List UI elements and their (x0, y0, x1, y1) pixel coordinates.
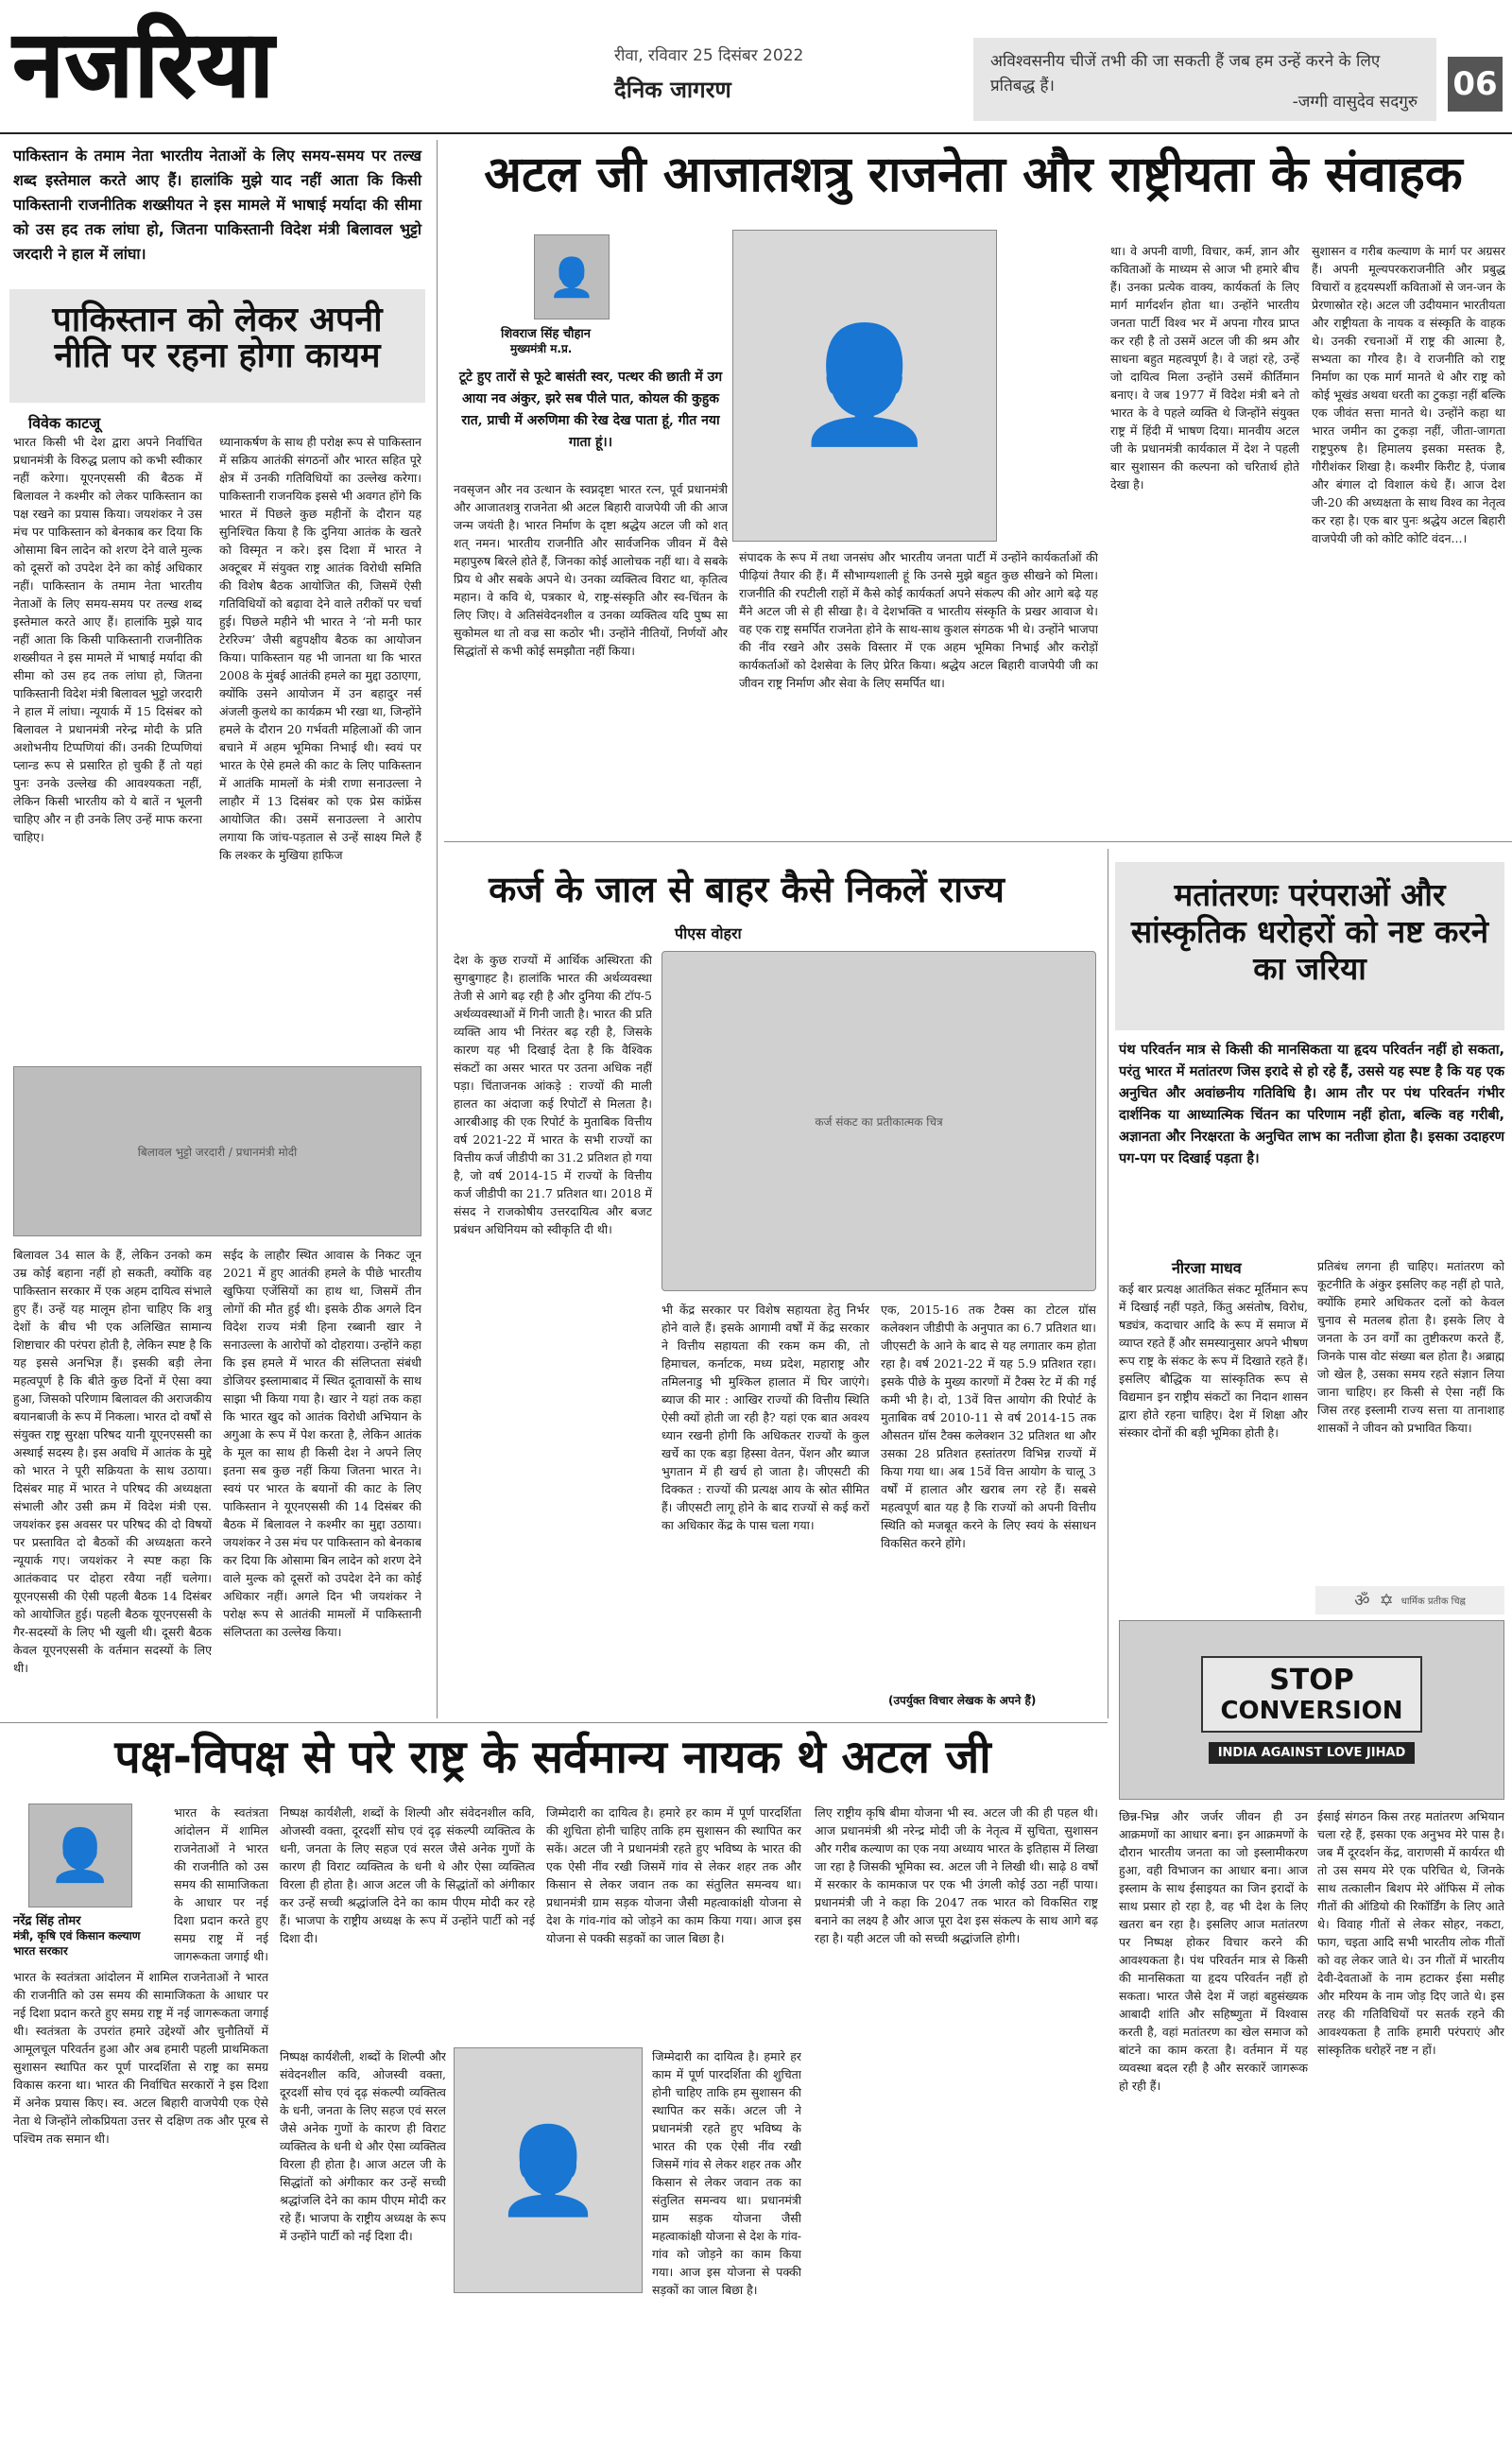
atal-col-4: सुशासन व गरीब कल्याण के मार्ग पर अग्रसर हैं। अपनी मूल्यपरकराजनीति और प्रबुद्ध विचारों व हृदयस्पर्शी कविताओं से जन-जन के प्रेरणास्रोत रहे। अटल जी उदीयमान भारतीयता और राष्ट्रीयता के नायक व संस्कृति के वाहक थे। उनकी रचनाओं में राष्ट्र की आत्मा है, सभ्यता का गौरव है। वे राजनीति को राष्ट्र निर्माण का एक मार्ग मानते थे और राष्ट्र को कोई भूखंड अथवा धरती का टुकड़ा नहीं बल्कि एक जीवंत सत्ता मानते थे। उन्होंने कहा था भारत जमीन का टुकड़ा नहीं, जीता-जागता राष्ट्रपुरुष है। हिमालय इसका मस्तक है, गौरीशंकर शिखा है। कश्मीर किरीट है, पंजाब और बंगाल दो विशाल कंधे हैं। आज देश जी-20 की अध्यक्षता के साथ विश्व का नेतृत्व कर रहा है। एक बार पुनः श्रद्धेय अटल बिहारी वाजपेयी जी को कोटि कोटि वंदन...। (1312, 244, 1505, 545)
conversion-intro: पंथ परिवर्तन मात्र से किसी की मानसिकता या हृदय परिवर्तन नहीं हो सकता, परंतु भारत में मतांतरण जिस इरादे से हो रहे हैं, उससे यह स्पष्ट है कि यह एक अनुचित और अवांछनीय गतिविधि है। आम तौर पर पंथ परिवर्तन गंभीर दार्शनिक या आध्यात्मिक चिंतन का परिणाम नहीं होता, बल्कि वह गरीबी, अज्ञानता और निरक्षरता के अनुचित लाभ का नतीजा होता है। इसका उदाहरण पग-पग पर दिखाई पड़ता है। (1119, 1043, 1504, 1166)
photo-label: धार्मिक प्रतीक चिह्न (1400, 1597, 1466, 1607)
conversion-col-1: कई बार प्रत्यक्ष आतंकित संकट मूर्तिमान रूप में दिखाई नहीं पड़ते, किंतु असंतोष, विरोध, षड्यंत्र, कदाचार आदि के रूप में समाज में व्याप्त रहते हैं और समस्यानुसार अपने भीषण रूप राष्ट्र के संकट के रूप में दिखाते रहते हैं। इसलिए बौद्धिक या सांस्कृतिक रूप से विद्यमान इन राष्ट्रीय संकटों का निदान शासन द्वारा होते रहना चाहिए। देश में शिक्षा और संस्कार दोनों की बड़ी भूमिका होती है। (1119, 1282, 1308, 1440)
conversion-col-2: प्रतिबंध लगना ही चाहिए। मतांतरण को कूटनीति के अंकुर इसलिए कह नहीं हो पाते, क्योंकि हमारे अधिकतर दलों को केवल चुनाव से मतलब होता है। इसके लिए वे जनता के उन वर्गों का तुष्टीकरण करते हैं, जिनके पास वोट संख्या बल होता है। अब्राह्म जो खेल है, उसका समय रहते संज्ञान लिया जाना चाहिए। हर किसी से ऐसा नहीं कि जिस तरह इस्लामी राज्य सत्ता या तानाशाह शासकों ने जीवन को प्रभावित किया। (1317, 1259, 1504, 1435)
conversion-col-4: ईसाई संगठन किस तरह मतांतरण अभियान चला रहे हैं, इसका एक अनुभव मेरे पास है। जब मैं दूरदर्शन केंद्र, वाराणसी में कार्यरत थी तो उस समय मेरे एक परिचित थे, जिनके साथ तत्कालीन बिशप मेरे ऑफिस में लोक गीतों की ऑडियो की रिकॉर्डिंग के लिए आते थे। विवाह गीतों से लेकर सोहर, नकटा, फाग, चइता आदि सभी भारतीय लोक गीतों को वह लेकर जाते थे। उन गीतों में भारतीय देवी-देवताओं के नाम हटाकर ईसा मसीह और मरियम के नाम जोड़ दिए जाते थे। इस तरह की गतिविधियों पर सतर्क रहने की आवश्यकता है ताकि हमारी परंपराएं और सांस्कृतिक धरोहरें नष्ट न हों। (1317, 1809, 1504, 2057)
atal-author-title: मुख्यमंत्री म.प्र. (510, 342, 573, 355)
conversion-col-3: छिन्न-भिन्न और जर्जर जीवन ही उन आक्रमणों का आधार बना। इन आक्रमणों के दौरान भारतीय जनता का जो इस्लामीकरण हुआ, वही विभाजन का आधार बना। आज इस्लाम के साथ ईसाइयत का जिन इरादों के साथ प्रसार हो रहा है, वह भी देश के लिए खतरा बन रहा है। इसलिए आज मतांतरण पर निष्पक्ष होकर विचार करने की आवश्यकता है। पंथ परिवर्तन मात्र से किसी की मानसिकता या हृदय परिवर्तन नहीं हो सकता। भारत जैसे देश में जहां बहुसंख्यक आबादी शांति और सहिष्णुता में विश्वास करती है, वहां मतांतरण का खेल समाज को बांटने का काम करता है। वर्तमान में यह व्यवस्था बदल रही है और सरकारें जागरूक हो रही हैं। (1119, 1809, 1308, 2093)
conversion-headline: मतांतरणः परंपराओं और सांस्कृतिक धरोहरों को नष्ट करने का जरिया (1130, 876, 1489, 987)
debt-illustration (662, 951, 1096, 1291)
masthead (0, 0, 1512, 132)
leader-headline: पक्ष-विपक्ष से परे राष्ट्र के सर्वमान्य नायक थे अटल जी (114, 1731, 991, 1784)
pakistan-photo-label: बिलावल भुट्टो जरदारी / प्रधानमंत्री मोदी (137, 1145, 298, 1159)
leader-col-3: लिए राष्ट्रीय कृषि बीमा योजना भी स्व. अटल जी की ही पहल थी। आज प्रधानमंत्री श्री नरेन्द्र मोदी जी के नेतृत्व में सुचिता, सुशासन और गरीब कल्याण का एक नया अध्याय भारत के इतिहास में लिखा जा रहा है जिसकी भूमिका स्व. अटल जी ने लिखी थी। साढ़े 8 वर्षों में सरकार के कामकाज पर एक भी उंगली कोई उठा नहीं पाया। प्रधानमंत्री जी ने कहा कि 2047 तक भारत को विकसित राष्ट्र बनाने का लक्ष्य है और आज पूरा देश इस संकल्प के साथ आगे बढ़ रहा है। यही अटल जी को सच्ची श्रद्धांजलि होगी। (815, 1805, 1098, 1945)
section-title: नजरिया (13, 10, 276, 117)
pakistan-headline: पाकिस्तान को लेकर अपनी नीति पर रहना होगा कायम (52, 301, 383, 375)
leader-col-2b: जिम्मेदारी का दायित्व है। हमारे हर काम में पूर्ण पारदर्शिता की शुचिता होनी चाहिए ताकि हम सुशासन की स्थापित कर सकें। अटल जी ने प्रधानमंत्री रहते हुए भविष्य के भारत की एक ऐसी नींव रखी जिसमें गांव से लेकर शहर तक और किसान से लेकर जवान तक का संतुलित समन्वय था। प्रधानमंत्री ग्राम सड़क योजना जैसी महत्वाकांक्षी योजना से देश के गांव-गांव को जोड़ने का काम किया गया। आज इस योजना से पक्की सड़कों का जाल बिछा है। (652, 2049, 801, 2297)
leader-author-name: नरेंद्र सिंह तोमर (13, 1914, 81, 1928)
leader-col-0: भारत के स्वतंत्रता आंदोलन में शामिल राजनेताओं ने भारत की राजनीति को उस समय की सामाजिकता के आधार पर नई दिशा प्रदान करते हुए समग्र राष्ट्र में नई जागरूकता जगाई थी। (174, 1805, 268, 1963)
article-pakistan (0, 140, 435, 1718)
leader-col-1: निष्पक्ष कार्यशैली, शब्दों के शिल्पी और संवेदनशील कवि, ओजस्वी वक्ता, दूरदर्शी सोच एवं दृढ़ संकल्पी व्यक्तित्व के धनी, जनता के लिए सहज एवं सरल जैसे अनेक गुणों के कारण ही विराट व्यक्तित्व के धनी थे और ऐसा व्यक्तित्व विरला ही होता है। आज अटल जी के सिद्धांतों को अंगीकार कर उन्हें सच्ची श्रद्धांजलि देने का काम पीएम मोदी कर रहे हैं। भाजपा के राष्ट्रीय अध्यक्ष के रूप में उन्होंने पार्टी को नई दिशा दी। (280, 1805, 535, 1945)
quote-text: अविश्वसनीय चीजें तभी की जा सकती हैं जब हम उन्हें करने के लिए प्रतिबद्ध हैं। (990, 52, 1381, 95)
atal-author-name: शिवराज सिंह चौहान (501, 327, 591, 341)
portrait-icon: 👤 (794, 319, 936, 451)
atal-portrait (732, 230, 997, 542)
divider-left (437, 140, 438, 1718)
pakistan-headline-box (9, 289, 425, 403)
leader-col-2: जिम्मेदारी का दायित्व है। हमारे हर काम में पूर्ण पारदर्शिता की शुचिता होनी चाहिए ताकि हम सुशासन की स्थापित कर सकें। अटल जी ने प्रधानमंत्री रहते हुए भविष्य के भारत की एक ऐसी नींव रखी जिसमें गांव से लेकर शहर तक और किसान से लेकर जवान तक का संतुलित समन्वय था। प्रधानमंत्री ग्राम सड़क योजना जैसी महत्वाकांक्षी योजना से देश के गांव-गांव को जोड़ने का काम किया गया। आज इस योजना से पक्की सड़कों का जाल बिछा है। (546, 1805, 801, 1945)
debt-col-1: देश के कुछ राज्यों में आर्थिक अस्थिरता की सुगबुगाहट है। हालांकि भारत की अर्थव्यवस्था तेजी से आगे बढ़ रही है और दुनिया की टॉप-5 अर्थव्यवस्थाओं में गिनी जाती है। भारत की प्रति व्यक्ति आय भी निरंतर बढ़ रही है, जिसके कारण यह भी दिखाई देता है कि वैश्विक संकटों का असर भारत पर उतना अधिक नहीं पड़ा। चिंताजनक आंकड़े : राज्यों की माली हालत का अंदाजा कई रिपोर्टों से मिलता है। आरबीआइ की एक रिपोर्ट के मुताबिक वित्तीय वर्ष 2021-22 में भारत के सभी राज्यों का वित्तीय कर्ज जीडीपी का 31.2 प्रतिशत हो गया है, जो वर्ष 2014-15 में राज्यों के वित्तीय कर्ज जीडीपी का 21.7 प्रतिशत था। 2018 में संसद ने राजकोषीय उत्तरदायित्व और बजट प्रबंधन अधिनियम को स्वीकृति दी थी। (454, 953, 652, 1236)
sign-conversion: CONVERSION (1220, 1697, 1403, 1725)
conversion-author: नीरजा माधव (1172, 1259, 1242, 1277)
sign-stop: STOP (1269, 1664, 1354, 1697)
paper-name: दैनिक जागरण (614, 76, 731, 103)
debt-headline: कर्ज के जाल से बाहर कैसे निकलें राज्य (489, 869, 1005, 910)
leader-author-title: मंत्री, कृषि एवं किसान कल्याण भारत सरकार (13, 1929, 141, 1958)
sign-banner: INDIA AGAINST LOVE JIHAD (1209, 1742, 1416, 1764)
divider-atal-bottom (444, 841, 1512, 842)
atal-author-photo (534, 234, 610, 319)
quote-box (973, 38, 1436, 121)
pakistan-col-1: भारत किसी भी देश द्वारा अपने निर्वाचित प्रधानमंत्री के विरुद्ध प्रलाप को कभी स्वीकार नहीं करेगा। यूएनएससी की बैठक में बिलावल ने कश्मीर को लेकर पाकिस्तान का पक्ष रखने का प्रयास किया। जयशंकर ने उस मंच पर पाकिस्तान को बेनकाब कर दिया कि ओसामा बिन लादेन को शरण देने वाले मुल्क को दूसरों को उपदेश देने का कोई अधिकार नहीं। पाकिस्तान के तमाम नेता भारतीय नेताओं के लिए समय-समय पर तल्ख शब्द इस्तेमाल करते आए हैं। हालांकि मुझे याद नहीं आता कि किसी पाकिस्तानी राजनीतिक शख्सीयत ने इस मामले में भाषाई मर्यादा की सीमा को उस हद तक लांघा हो, जितना पाकिस्तानी विदेश मंत्री बिलावल भुट्टो जरदारी ने हाल में लांघा। न्यूयार्क में 15 दिसंबर को बिलावल ने प्रधानमंत्री नरेन्द्र मोदी के प्रति अशोभनीय टिप्पणियां कीं। उनकी टिप्पणियां प्लान्ड रूप से प्रसारित हो चुकी हैं तो यहां पुनः उनके उल्लेख की आवश्यकता नहीं, लेकिन किसी भारतीय को ये बातें न भूलनी चाहिए और न ही उनके लिए उन्हें माफ करना चाहिए। (13, 435, 202, 844)
article-debt (444, 849, 1106, 1718)
protest-sign (1201, 1656, 1421, 1733)
page-number: 06 (1448, 57, 1503, 112)
atal-poem: टूटे हुए तारों से फूटे बासंती स्वर, पत्थर की छाती में उग आया नव अंकुर, झरे सब पीले पात, कोयल की कुहुक रात, प्राची में अरुणिमा की रेख देख पाता हूं, गीत नया गाता हूं।। (458, 370, 723, 450)
pakistan-author: विवेक काटजू (28, 414, 101, 432)
leader-col-0b: भारत के स्वतंत्रता आंदोलन में शामिल राजनेताओं ने भारत की राजनीति को उस समय की सामाजिकता के आधार पर नई दिशा प्रदान करते हुए समग्र राष्ट्र में नई जागरूकता जगाई थी। स्वतंत्रता के उपरांत हमारे उद्देश्यों और चुनौतियों में आमूलचूल परिवर्तन हुआ और अब हमारी पहली प्राथमिकता सुशासन स्थापित कर पूर्ण पारदर्शिता से राष्ट्र का समग्र विकास करना था। भारत की निर्वाचित सरकारों ने इस दिशा में अनेक प्रयास किए। स्व. अटल बिहारी वाजपेयी एक ऐसे नेता थे जिन्होंने लोकप्रियता उत्तर से दक्षिण तक और पूरब से पश्चिम तक समान थी। (13, 1970, 268, 2146)
atal-col-1: नवसृजन और नव उत्थान के स्वप्नदृष्टा भारत रत्न, पूर्व प्रधानमंत्री और आजातशत्रु राजनेता श्री अटल बिहारी वाजपेयी जी की आज जन्म जयंती है। भारत निर्माण के दृष्टा श्रद्धेय अटल जी को शत् शत् नमन। भारतीय राजनीति और सार्वजनिक जीवन में वैसे महापुरुष बिरले होते हैं, जिनका कोई आलोचक नहीं था। वे सबके प्रिय थे और सबके अपने थे। उनका व्यक्तित्व विराट था, कृतित्व महान। वे कवि थे, पत्रकार थे, राष्ट्र-संस्कृति और स्व-चिंतन के लिए जिए। वे अतिसंवेदनशील व उनका व्यक्तित्व यदि पुष्प सा सुकोमल था तो वज्र सा कठोर भी। उन्होंने नीतियों, निर्णयों और सिद्धांतों से कभी कोई समझौता नहीं किया। (454, 482, 728, 658)
star-icon: ✡ (1379, 1590, 1394, 1611)
atal-headline: अटल जी आजातशत्रु राजनेता और राष्ट्रीयता के संवाहक (484, 147, 1463, 203)
leader-col-1b: निष्पक्ष कार्यशैली, शब्दों के शिल्पी और संवेदनशील कवि, ओजस्वी वक्ता, दूरदर्शी सोच एवं दृढ़ संकल्पी व्यक्तित्व के धनी, जनता के लिए सहज एवं सरल जैसे अनेक गुणों के कारण ही विराट व्यक्तित्व के धनी थे और ऐसा व्यक्तित्व विरला ही होता है। आज अटल जी के सिद्धांतों को अंगीकार कर उन्हें सच्ची श्रद्धांजलि देने का काम पीएम मोदी कर रहे हैं। भाजपा के राष्ट्रीय अध्यक्ष के रूप में उन्होंने पार्टी को नई दिशा दी। (280, 2049, 446, 2243)
pakistan-col-2: ध्यानाकर्षण के साथ ही परोक्ष रूप से पाकिस्तान में सक्रिय आतंकी संगठनों और भारत सहित पूरे क्षेत्र में उनकी गतिविधियों का उल्लेख करेगा। पाकिस्तानी राजनयिक इससे भी अवगत होंगे कि भारत में पिछले कुछ महीनों के दौरान यह सुनिश्चित किया है कि दुनिया आतंक के खतरे को विस्मृत न करे। इस दिशा में भारत ने अक्टूबर में संयुक्त राष्ट्र आतंक विरोधी समिति की विशेष बैठक आयोजित की, जिसमें ऐसी गतिविधियों को बढ़ावा देने वाले तरीकों पर चर्चा हुई। पिछले महीने भी भारत ने ‘नो मनी फार टेररिज्म’ जैसी बहुपक्षीय बैठक का आयोजन किया। पाकिस्तान यह भी जानता था कि भारत 2008 के मुंबई आतंकी हमले का मुद्दा उठाएगा, क्योंकि उसने आयोजन में उन बहादुर नर्स अंजली कुलथे का कार्यक्रम भी रखा था, जिन्होंने हमले के दौरान 20 गर्भवती महिलाओं की जान बचाने में अहम भूमिका निभाई थी। स्वयं पर भारत के ऐसे हमले की काट के लिए पाकिस्तान में आतंकि मामलों के मंत्री राणा सनाउल्ला ने लाहौर में 13 दिसंबर को एक प्रेस कांफ्रेंस आयोजित की। उसमें सनाउल्ला ने आरोप लगाया कि जांच-पड़ताल से उन्हें साक्ष्य मिले हैं कि लश्कर के मुखिया हाफिज (219, 435, 421, 862)
date-line: रीवा, रविवार 25 दिसंबर 2022 (614, 46, 804, 65)
leader-author-photo (28, 1804, 132, 1907)
pakistan-col-4: सईद के लाहौर स्थित आवास के निकट जून 2021 में हुए आतंकी हमले के पीछे भारतीय खुफिया एजेंसियों का हाथ था, जिसमें तीन लोगों की मौत हुई थी। इसके ठीक अगले दिन विदेश राज्य मंत्री हिना रब्बानी खार ने सनाउल्ला के आरोपों को दोहराया। उन्होंने कहा कि इस हमले में भारत की संलिप्तता संबंधी डोजियर इस्लामाबाद में स्थित दूतावासों के साथ साझा भी किया गया है। खार ने यहां तक कहा कि भारत खुद को आतंक विरोधी अभियान के अगुआ के रूप में पेश करता है, लेकिन आतंक के मूल का साथ ही किसी देश ने अपने लिए इतना सब कुछ नहीं किया जितना भारत ने। स्वयं पर भारत के बयानों की काट के लिए पाकिस्तान ने यूएनएससी की 14 दिसंबर की बैठक में बिलावल ने कश्मीर का मुद्दा उठाया। जयशंकर ने उस मंच पर पाकिस्तान को बेनकाब कर दिया कि ओसामा बिन लादेन को शरण देने वाले मुल्क को दूसरों को उपदेश देने का कोई अधिकार नहीं। अगले दिन भी जयशंकर ने परोक्ष रूप से आतंकी मामलों में पाकिस्तानी संलिप्तता का उल्लेख किया। (223, 1248, 421, 1639)
conversion-protest-photo (1119, 1620, 1504, 1800)
article-atal (444, 140, 1512, 839)
debt-author: पीएस वोहरा (675, 924, 742, 942)
pakistan-photo (13, 1066, 421, 1236)
article-conversion (1111, 849, 1512, 2446)
atal-col-3: था। वे अपनी वाणी, विचार, कर्म, ज्ञान और कविताओं के माध्यम से आज भी हमारे बीच हैं। उनका प्रत्येक वाक्य, कार्यकर्ता के लिए मार्ग मार्गदर्शन होता था। उन्होंने भारतीय जनता पार्टी विश्व भर में अपना गौरव प्राप्त कर रही है तो उसमें अटल जी की श्रम और साधना बहुत महत्वपूर्ण है। वे जहां रहे, उन्हें जो दायित्व मिला उन्होंने उसमें कीर्तिमान बनाए। वे जब 1977 में विदेश मंत्री बने तो भारत के वे पहले व्यक्ति थे जिन्होंने संयुक्त राष्ट्र में हिंदी में भाषण दिया। मानवीय अटल जी के प्रधानमंत्री कार्यकाल में देश ने पहली बार सुशासन की कल्पना को चरितार्थ होते देखा है। (1110, 244, 1299, 492)
leader-atal-photo (454, 2047, 643, 2293)
pakistan-intro: पाकिस्तान के तमाम नेता भारतीय नेताओं के लिए समय-समय पर तल्ख शब्द इस्तेमाल करते आए हैं। हालांकि मुझे याद नहीं आता कि किसी पाकिस्तानी राजनीतिक शख्सीयत ने इस मामले में भाषाई मर्यादा की सीमा को उस हद तक लांघा हो, जितना पाकिस्तानी विदेश मंत्री बिलावल भुट्टो जरदारी ने हाल में लांघा। (13, 147, 421, 263)
atal-col-2b: संपादक के रूप में तथा जनसंघ और भारतीय जनता पार्टी में उन्होंने कार्यकर्ताओं की पीढ़ियां तैयार की हैं। मैं सौभाग्यशाली हूं कि उनसे मुझे बहुत कुछ सीखने को मिला। राजनीति की रपटीली राहों में कैसे कोई कार्यकर्ता अपने संकल्प की ओर आगे बढ़े यह मैंने अटल जी से ही सीखा है। वे देशभक्ति व भारतीय संस्कृति के प्रखर आवाज थे। वह एक राष्ट्र समर्पित राजनेता होने के साथ-साथ कुशल संगठक भी थे। उन्होंने भाजपा की नींव रखने और उसके विस्तार में एक अहम भूमिका निभाई और करोड़ों कार्यकर्ताओं को देशसेवा के लिए प्रेरित किया। श्रद्धेय अटल बिहारी वाजपेयी जी का जीवन राष्ट्र निर्माण और सेवा के लिए समर्पित था। (739, 550, 1098, 690)
article-leader (0, 1726, 1108, 2446)
om-icon: ॐ (1354, 1591, 1370, 1611)
debt-col-3: एक, 2015-16 तक टैक्स का टोटल ग्रॉस कलेक्शन जीडीपी के अनुपात का 6.7 प्रतिशत था। जीएसटी के आने के बाद से यह लगातार कम होता रहा है। वर्ष 2021-22 में यह 5.9 प्रतिशत रहा। इसके पीछे के मुख्य कारणों में टैक्स रेट में की गई कमी भी है। दो, 13वें वित्त आयोग की रिपोर्ट के मुताबिक वर्ष 2010-11 से वर्ष 2014-15 तक औसतन ग्रॉस टैक्स कलेक्शन 32 प्रतिशत था और उसका 28 प्रतिशत हस्तांतरण विभिन्न राज्यों में किया गया था। अब 15वें वित्त आयोग के चालू 3 वर्षों में हालात और खराब लग रहे हैं। सबसे महत्वपूर्ण बात यह है कि राज्यों को अपनी वित्तीय स्थिति को मजबूत करने के लिए स्वयं के संसाधन विकसित करने होंगे। (881, 1303, 1096, 1550)
avatar-icon: 👤 (548, 255, 595, 300)
divider-bottom-top (0, 1722, 1108, 1723)
debt-illustration-label: कर्ज संकट का प्रतीकात्मक चित्र (815, 1114, 943, 1129)
pakistan-col-3: बिलावल 34 साल के हैं, लेकिन उनको कम उम्र कोई बहाना नहीं हो सकती, क्योंकि वह पाकिस्तान सरकार में एक अहम दायित्व संभाले हुए हैं। उन्हें यह मालूम होना चाहिए कि शत्रु देशों के बीच भी एक अलिखित सामान्य शिष्टाचार की परंपरा होती है, लेकिन स्पष्ट है कि यह इससे अनभिज्ञ हैं। इसकी बड़ी लेना महत्वपूर्ण है कि बीते कुछ दिनों में ऐसा क्या हुआ, जिसको परिणाम बिलावल की अराजकीय बयानबाजी के रूप में निकला। भारत दो वर्षों से संयुक्त राष्ट्र सुरक्षा परिषद यानी यूएनएससी का अस्थाई सदस्य है। इस अवधि में आतंक के मुद्दे को भारत ने पूरी सक्रियता के साथ उठाया। दिसंबर माह में भारत ने परिषद की अध्यक्षता संभाली और उसी क्रम में विदेश मंत्री एस. जयशंकर इस अवसर पर परिषद की दो विषयों पर प्रस्तावित दो बैठकों की अध्यक्षता करने न्यूयार्क गए। जयशंकर ने स्पष्ट कहा कि आतंकवाद पर दोहरा रवैया नहीं चलेगा। यूएनएससी की ऐसी पहली बैठक 14 दिसंबर को आयोजित हुई। पहली बैठक यूएनएससी के गैर-सदस्यों के लिए भी खुली थी। दूसरी बैठक केवल यूएनएससी के वर्तमान सदस्यों के लिए थी। (13, 1248, 212, 1675)
quote-author: -जग्गी वासुदेव सदगुरु (1292, 93, 1418, 112)
masthead-rule (0, 132, 1512, 134)
conversion-headline-box (1115, 862, 1504, 1030)
avatar-icon: 👤 (48, 1825, 112, 1885)
conversion-photo (1315, 1586, 1504, 1614)
portrait-icon: 👤 (494, 2120, 602, 2220)
debt-note: (उपर्युक्त विचार लेखक के अपने हैं) (888, 1694, 1037, 1707)
debt-col-2: भी केंद्र सरकार पर विशेष सहायता हेतु निर्भर होने वाले हैं। इसके आगामी वर्षों में केंद्र सरकार ने वित्तीय सहायता की रकम कम की, तो हिमाचल, कर्नाटक, मध्य प्रदेश, महाराष्ट्र और तमिलनाडु भी मुश्किल हालात में घिर जाएंगे। ब्याज की मार : आखिर राज्यों की वित्तीय स्थिति ऐसी क्यों होती जा रही है? यहां एक बात अवश्य ध्यान रखनी होगी कि अधिकतर राज्यों के कुल खर्चे का एक बड़ा हिस्सा वेतन, पेंशन और ब्याज भुगतान में ही खर्च हो जाता है। जीएसटी की दिक्कत : राज्यों की प्रत्यक्ष आय के स्रोत सीमित हैं। जीएसटी लागू होने के बाद राज्यों से कई करों का अधिकार केंद्र के पास चला गया। (662, 1303, 869, 1532)
